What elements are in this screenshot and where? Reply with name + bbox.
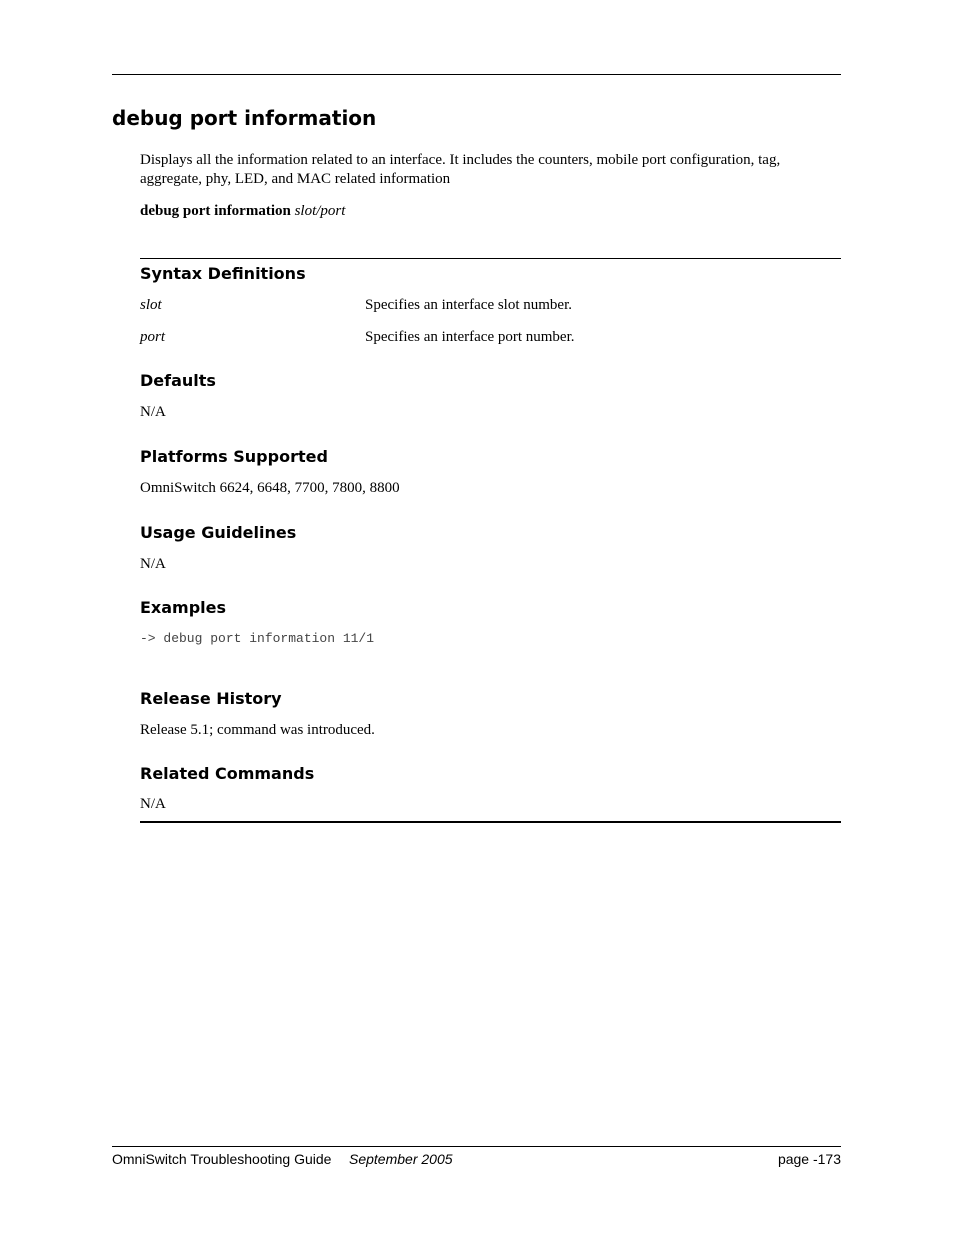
command-description: Displays all the information related to an interface. It includes the counters, mobile port configuration, tag, aggregate, phy, LED, and MAC related information (140, 152, 781, 187)
syntax-term-port: port (140, 329, 166, 345)
end-rule (140, 821, 841, 823)
footer-date: September 2005 (349, 1151, 453, 1167)
platforms-value: OmniSwitch 6624, 6648, 7700, 7800, 8800 (140, 480, 400, 496)
related-heading: Related Commands (140, 764, 315, 783)
page-title: debug port information (112, 106, 377, 130)
examples-heading: Examples (140, 598, 227, 617)
syntax-definition-slot: Specifies an interface slot number. (365, 297, 573, 313)
syntax-command: debug port information (140, 203, 291, 219)
syntax-definitions-heading: Syntax Definitions (140, 264, 306, 283)
defaults-heading: Defaults (140, 371, 216, 390)
usage-value: N/A (140, 556, 166, 572)
syntax-args: slot/port (294, 203, 346, 219)
related-value: N/A (140, 796, 166, 812)
footer-rule (112, 1146, 841, 1147)
command-syntax (140, 202, 345, 221)
example-code: -> debug port information 11/1 (140, 631, 375, 646)
syntax-term-slot: slot (140, 297, 162, 313)
section-rule (140, 258, 841, 259)
release-heading: Release History (140, 689, 282, 708)
usage-heading: Usage Guidelines (140, 523, 297, 542)
footer-guide-title: OmniSwitch Troubleshooting Guide (112, 1151, 332, 1167)
top-rule (112, 74, 841, 75)
syntax-definition-port: Specifies an interface port number. (365, 329, 575, 345)
platforms-heading: Platforms Supported (140, 447, 328, 466)
defaults-value: N/A (140, 404, 166, 420)
release-value: Release 5.1; command was introduced. (140, 722, 375, 738)
footer-page-number: page -173 (777, 1151, 841, 1167)
